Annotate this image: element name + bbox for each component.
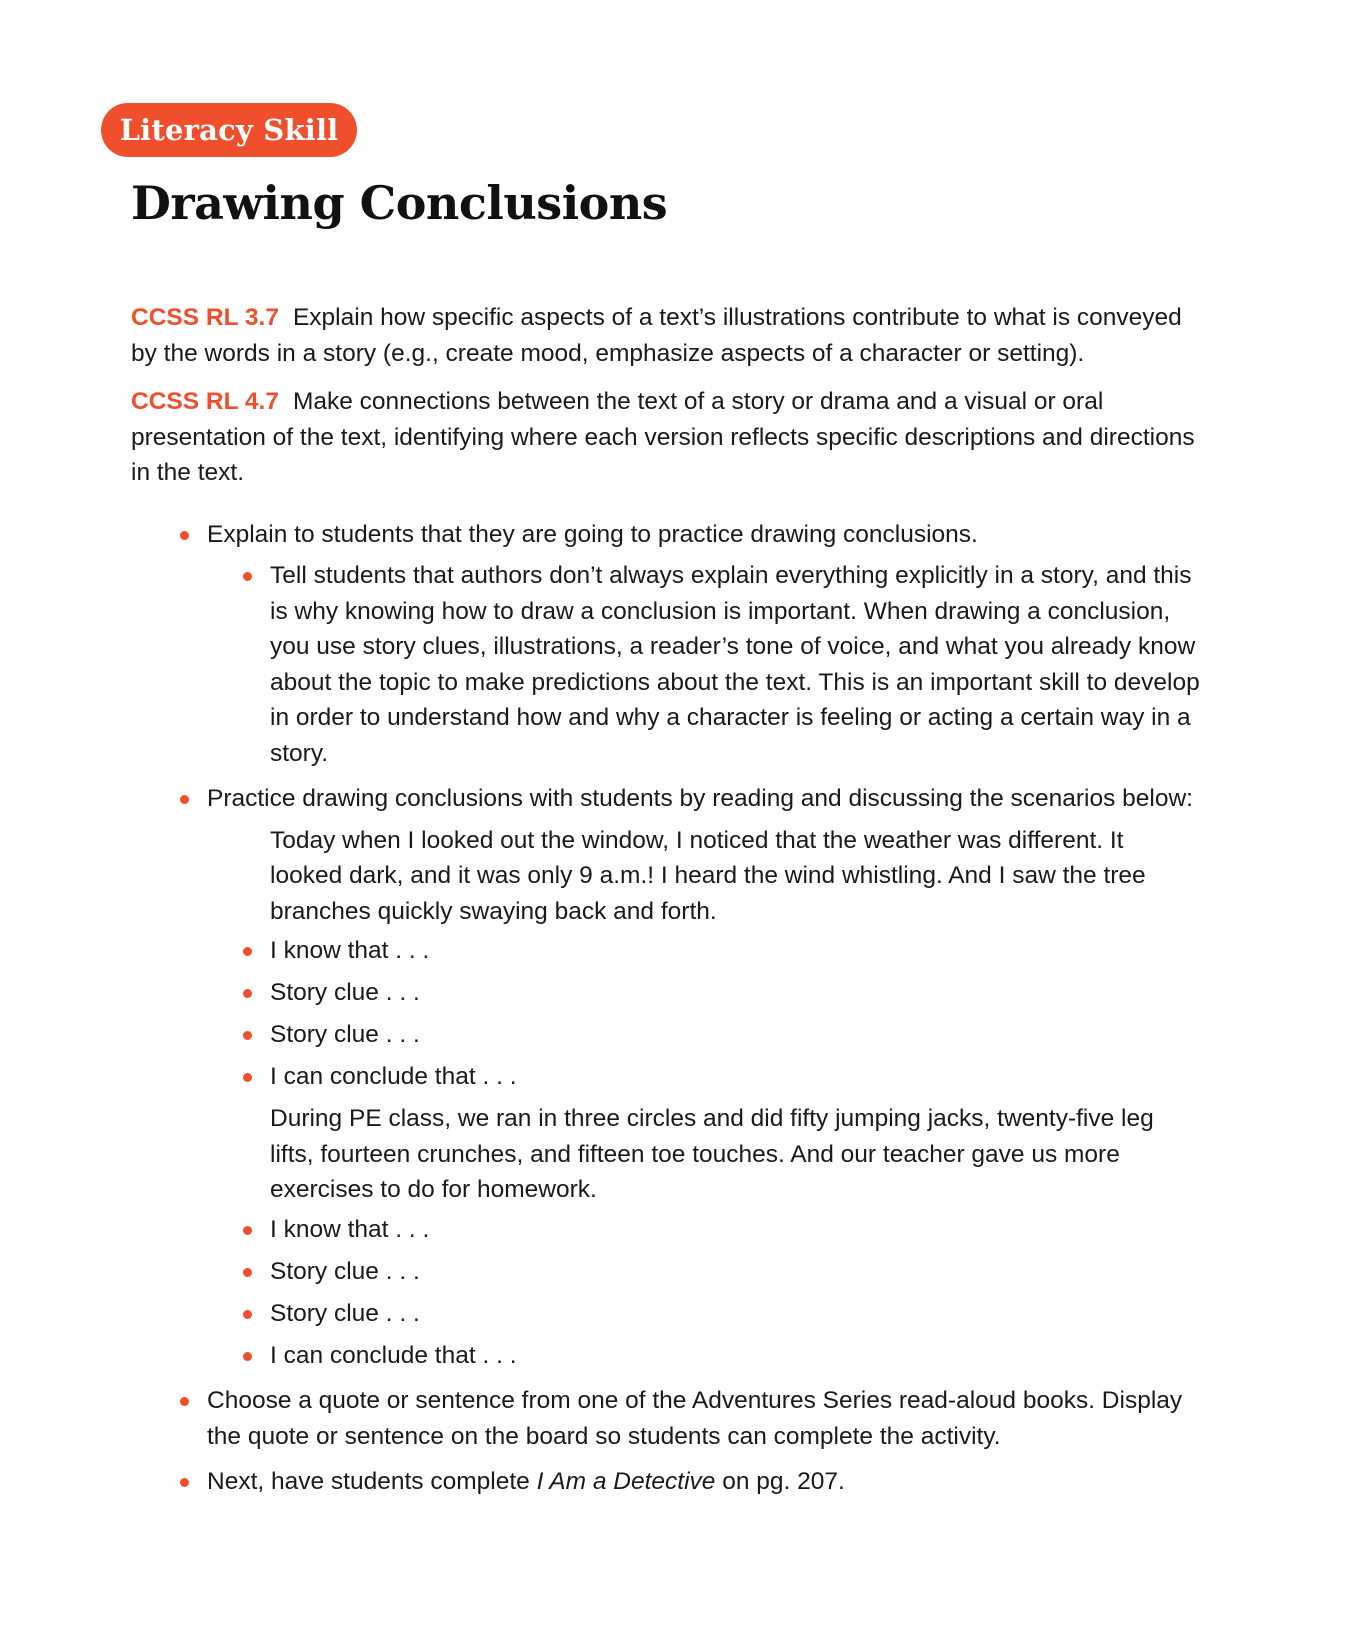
prompt-list [207,933,1201,1095]
bullet-icon [243,1268,252,1277]
instruction-list [131,517,1201,1500]
prompt-list [207,1212,1201,1374]
list-item-text-post: on pg. 207. [715,1468,845,1495]
bullet-icon [243,1031,252,1040]
page-title: Drawing Conclusions [131,176,668,230]
list-item-text: Choose a quote or sentence from one of the Adventures Series read-aloud books. Display the quote or sentence on the board so students can complete the activity. [207,1387,1183,1450]
prompt-text: I can conclude that . . . [270,1063,517,1090]
content [131,300,1201,1510]
prompt-text: Story clue . . . [270,979,420,1006]
bullet-icon [180,1478,189,1487]
scenario-text: Today when I looked out the window, I noticed that the weather was different. It looked dark, and it was only 9 a.m.! I heard the wind whistling. And I saw the tree branches quickly swaying back and forth. [270,826,1146,925]
bullet-icon [243,989,252,998]
bullet-icon [243,1352,252,1361]
bullet-icon [243,1226,252,1235]
prompt-item [270,1254,1201,1290]
list-item-text: Explain to students that they are going to practice drawing conclusions. [207,520,978,548]
bullet-icon [243,947,252,956]
bullet-icon [243,1310,252,1319]
prompt-text: Story clue . . . [270,1299,420,1327]
list-item-text: Practice drawing conclusions with students by reading and discussing the scenarios below: [207,785,1193,812]
activity-title: I Am a Detective [536,1468,716,1495]
standard-text: Make connections between the text of a story or drama and a visual or oral presentation of the text, identifying where each version reflects specific descriptions and directions in the text. [131,388,1195,486]
literacy-skill-badge: Literacy Skill [101,103,357,157]
prompt-item [270,933,1201,969]
bullet-icon [180,531,189,540]
standard-code: CCSS RL 4.7 [131,388,279,415]
scenario-text: During PE class, we ran in three circles and did fifty jumping jacks, twenty-five leg lifts, fourteen crunches, and fifteen toe touches. And our teacher gave us more exercises to do for homework. [270,1105,1154,1203]
prompt-item [270,1338,1201,1374]
standard-rl-3-7 [131,300,1201,371]
prompt-item [270,1296,1201,1332]
list-item [207,781,1201,1373]
prompt-item [270,1017,1201,1053]
list-item [270,558,1201,771]
prompt-text: I know that . . . [270,1215,430,1243]
list-item [207,517,1201,772]
prompt-item [270,1059,1201,1095]
standard-text: Explain how specific aspects of a text’s illustrations contribute to what is conveyed by the words in a story (e.g., create mood, emphasize aspects of a character or setting). [131,304,1182,367]
standard-code: CCSS RL 3.7 [131,304,279,331]
list-item-text: Tell students that authors don’t always explain everything explicitly in a story, and this is why knowing how to draw a conclusion is important. When drawing a conclusion, you use story clues, illustrations, a reader’s tone of voice, and what you already know about the topic to make predictions about the text. This is an important skill to develop in order to understand how and why a character is feeling or acting a certain way in a story. [270,562,1200,767]
prompt-text: Story clue . . . [270,1257,420,1285]
sub-list [207,558,1201,771]
bullet-icon [180,795,189,804]
prompt-text: I can conclude that . . . [270,1341,517,1369]
prompt-text: Story clue . . . [270,1021,420,1048]
list-item [207,1464,1201,1500]
prompt-item [270,975,1201,1011]
bullet-icon [243,1073,252,1082]
list-item [207,1383,1201,1454]
prompt-item [270,1212,1201,1248]
prompt-text: I know that . . . [270,937,430,964]
standard-rl-4-7 [131,384,1201,491]
bullet-icon [243,572,252,581]
list-item-text-pre: Next, have students complete [207,1468,537,1495]
bullet-icon [180,1397,189,1406]
